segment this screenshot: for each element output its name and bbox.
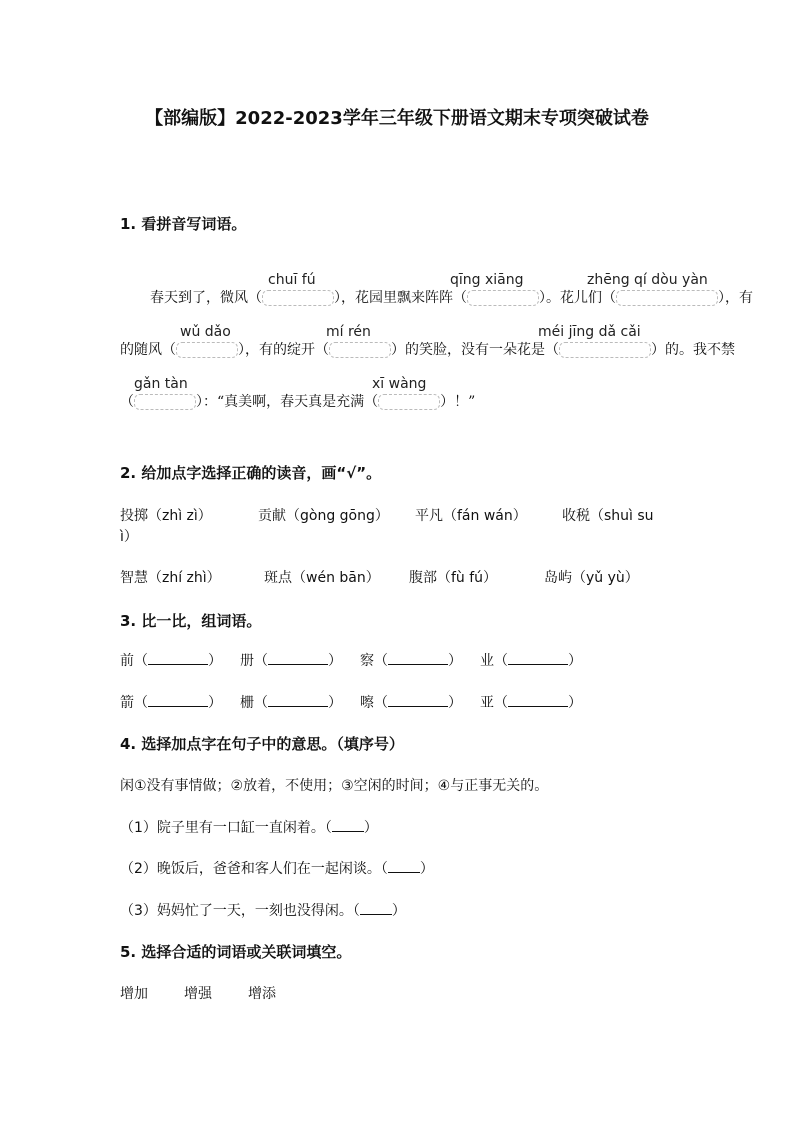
answer-blank[interactable] — [360, 902, 392, 915]
pinyin-4: wǔ dǎo — [180, 324, 231, 340]
answer-blank[interactable] — [134, 394, 196, 410]
text-seg: ）！” — [440, 394, 476, 410]
q4-item-3 — [120, 900, 406, 920]
text-seg: 的随风（ — [120, 342, 176, 358]
text-seg: （ — [120, 394, 134, 410]
text-seg: ）的笑脸，没有一朵花是（ — [391, 342, 559, 358]
text-seg: ） — [363, 820, 378, 836]
q1-line-1 — [150, 287, 753, 307]
q4-definition: 闲①没有事情做；②放着，不使用；③空闲的时间；④与正事无关的。 — [120, 778, 549, 794]
text-seg: ），有 — [718, 290, 753, 306]
answer-blank[interactable] — [559, 342, 651, 358]
char: 嚓 — [360, 695, 374, 711]
char: 箭 — [120, 695, 134, 711]
pinyin-3: zhēng qí dòu yàn — [587, 272, 708, 288]
answer-blank[interactable] — [176, 342, 238, 358]
pinyin-7: gǎn tàn — [134, 376, 188, 392]
q1-line-2 — [120, 339, 735, 359]
pinyin-2: qīng xiāng — [450, 272, 524, 288]
answer-blank[interactable] — [388, 652, 448, 665]
text-seg: ）：“真美啊，春天真是充满（ — [196, 394, 379, 410]
q2-item-2: 贡献（gòng gōng） — [258, 508, 389, 524]
q3-row-2b: 栅（ ） — [240, 695, 342, 711]
q3-row-2d: 亚（ ） — [480, 695, 582, 711]
answer-blank[interactable] — [329, 342, 391, 358]
q4-item-2 — [120, 858, 434, 878]
question-4-heading: 4. 选择加点字在句子中的意思。（填序号） — [120, 735, 404, 753]
text-seg: ），花园里飘来阵阵（ — [334, 290, 467, 306]
q3-row-1: 前（ ） — [120, 653, 222, 669]
text-seg: ），有的绽开（ — [238, 342, 329, 358]
q5-word-2: 增强 — [184, 986, 212, 1002]
q3-row-1b: 册（ ） — [240, 653, 342, 669]
q2-item-8: 岛屿（yǔ yù） — [544, 570, 639, 586]
question-1-heading: 1. 看拼音写词语。 — [120, 215, 247, 233]
q5-word-3: 增添 — [248, 986, 276, 1002]
q2-item-3: 平凡（fán wán） — [415, 508, 527, 524]
text-seg: （1）院子里有一口缸一直闲着。（ — [120, 820, 332, 836]
q3-row-1c: 察（ ） — [360, 653, 462, 669]
text-seg: 春天到了，微风（ — [150, 290, 262, 306]
question-3-heading: 3. 比一比，组词语。 — [120, 612, 262, 630]
char: 册 — [240, 653, 254, 669]
q2-item-4: 收税（shuì su — [562, 508, 654, 524]
answer-blank[interactable] — [268, 694, 328, 707]
pinyin-1: chuī fú — [268, 272, 316, 288]
answer-blank[interactable] — [616, 290, 718, 306]
text-seg: ） — [391, 903, 406, 919]
pinyin-8: xī wàng — [372, 376, 427, 392]
answer-blank[interactable] — [508, 694, 568, 707]
q4-item-1 — [120, 817, 378, 837]
q5-word-1: 增加 — [120, 986, 148, 1002]
q2-item-7: 腹部（fù fú） — [409, 570, 498, 586]
answer-blank[interactable] — [378, 394, 440, 410]
text-seg: ）。花儿们（ — [539, 290, 616, 306]
question-5-heading: 5. 选择合适的词语或关联词填空。 — [120, 943, 352, 961]
char: 业 — [480, 653, 494, 669]
text-seg: ）的。我不禁 — [651, 342, 735, 358]
page-title: 【部编版】2022-2023学年三年级下册语文期末专项突破试卷 — [145, 108, 649, 129]
answer-blank[interactable] — [332, 819, 364, 832]
answer-blank[interactable] — [262, 290, 334, 306]
text-seg: ） — [419, 861, 434, 877]
pinyin-6: méi jīng dǎ cǎi — [538, 324, 641, 340]
char: 亚 — [480, 695, 494, 711]
answer-blank[interactable] — [268, 652, 328, 665]
answer-blank[interactable] — [508, 652, 568, 665]
answer-blank[interactable] — [467, 290, 539, 306]
q2-item-5: 智慧（zhí zhì） — [120, 570, 221, 586]
answer-blank[interactable] — [388, 860, 420, 873]
answer-blank[interactable] — [148, 652, 208, 665]
text-seg: （2）晚饭后，爸爸和客人们在一起闲谈。（ — [120, 861, 388, 877]
q2-item-1: 投掷（zhì zì） — [120, 508, 212, 524]
text-seg: （3）妈妈忙了一天，一刻也没得闲。（ — [120, 903, 360, 919]
q3-row-2: 箭（ ） — [120, 695, 222, 711]
question-2-heading: 2. 给加点字选择正确的读音，画“√”。 — [120, 464, 382, 482]
answer-blank[interactable] — [148, 694, 208, 707]
char: 察 — [360, 653, 374, 669]
q2-item-4-wrap: ì） — [120, 529, 138, 545]
q1-line-3 — [120, 391, 475, 411]
answer-blank[interactable] — [388, 694, 448, 707]
q3-row-1d: 业（ ） — [480, 653, 582, 669]
char: 栅 — [240, 695, 254, 711]
q3-row-2c: 嚓（ ） — [360, 695, 462, 711]
pinyin-5: mí rén — [326, 324, 371, 340]
q2-item-6: 斑点（wén bān） — [264, 570, 380, 586]
char: 前 — [120, 653, 134, 669]
